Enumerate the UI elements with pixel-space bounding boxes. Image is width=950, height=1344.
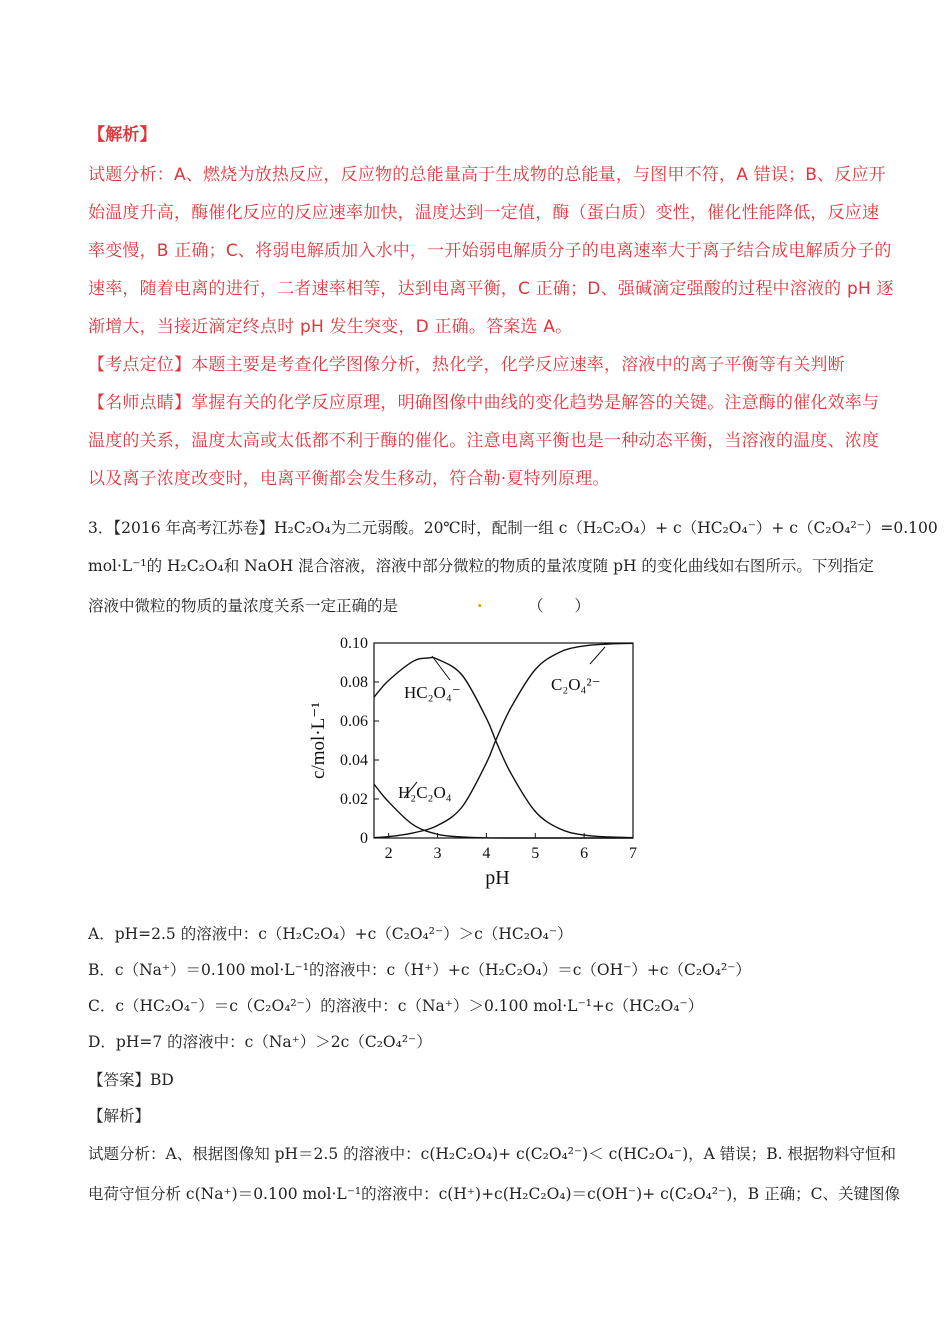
x-tick-label: 5 [531, 845, 540, 862]
c2o4-curve [374, 643, 633, 837]
y-axis-label: c/mol·L⁻¹ [308, 702, 329, 779]
mingshi-dianjing: 以及离子浓度改变时，电离平衡都会发生移动，符合勒·夏特列原理。 [88, 469, 610, 489]
concentration-chart [300, 620, 660, 890]
mingshi-dianjing: 【名师点睛】掌握有关的化学反应原理，明确图像中曲线的变化趋势是解答的关键。注意酶的催化效率与 [88, 393, 880, 413]
analysis-heading: 【解析】 [88, 125, 157, 145]
analysis-line: 率变慢，B 正确；C、将弱电解质加入水中，一开始弱电解质分子的电离速率大于离子结合成电解质分子的 [88, 241, 892, 261]
plot-frame [374, 643, 633, 838]
x-axis-label: pH [485, 867, 510, 889]
option-d: D．pH=7 的溶液中：c（Na⁺）＞2c（C₂O₄²⁻） [88, 1033, 432, 1051]
option-b: B．c（Na⁺）＝0.100 mol·L⁻¹的溶液中：c（H⁺）+c（H₂C₂O₄）＝c（OH⁻）+c（C₂O₄²⁻） [88, 961, 751, 979]
question-line: mol·L⁻¹的 H₂C₂O₄和 NaOH 混合溶液，溶液中部分微粒的物质的量浓度随 pH 的变化曲线如右图所示。下列指定 [88, 557, 874, 575]
hc2o4-label: HC₂O₄⁻ [404, 683, 461, 702]
leader-line [590, 647, 605, 664]
leader-line [432, 656, 450, 680]
question-line: 3．【2016 年高考江苏卷】H₂C₂O₄为二元弱酸。20℃时，配制一组 c（H₂C₂O₄）+ c（HC₂O₄⁻）+ c（C₂O₄²⁻）=0.100 [88, 519, 938, 537]
x-tick-label: 3 [433, 845, 442, 862]
y-tick-label: 0.06 [340, 713, 368, 730]
y-tick-label: 0.04 [340, 752, 368, 769]
y-tick-label: 0.10 [340, 635, 368, 652]
h2c2o4-label: H₂C₂O₄ [398, 783, 452, 802]
y-tick-label: 0.08 [340, 674, 368, 691]
analysis2-line: 电荷守恒分析 c(Na⁺)＝0.100 mol·L⁻¹的溶液中：c(H⁺)+c(H₂C₂O₄)＝c(OH⁻)+ c(C₂O₄²⁻)，B 正确；C、关键图像 [88, 1185, 900, 1203]
analysis2-line: 试题分析：A、根据图像知 pH＝2.5 的溶液中：c(H₂C₂O₄)+ c(C₂O₄²⁻)＜ c(HC₂O₄⁻)，A 错误；B. 根据物料守恒和 [88, 1145, 896, 1163]
analysis-line: 速率，随着电离的进行，二者速率相等，达到电离平衡，C 正确；D、强碱滴定强酸的过程中溶液的 pH 逐 [88, 279, 894, 299]
answer-paren: （ ） [528, 597, 591, 615]
c2o4-label: C₂O₄²⁻ [551, 675, 601, 694]
analysis-line: 始温度升高，酶催化反应的反应速率加快，温度达到一定值，酶（蛋白质）变性，催化性能降低，反应速 [88, 203, 880, 223]
dot-mark: . [477, 592, 483, 611]
kaodian-dingwei: 【考点定位】本题主要是考查化学图像分析，热化学，化学反应速率，溶液中的离子平衡等有关判断 [88, 355, 845, 375]
answer: 【答案】BD [88, 1071, 174, 1089]
analysis-line: 渐增大，当接近滴定终点时 pH 发生突变，D 正确。答案选 A。 [88, 317, 573, 337]
analysis2-heading: 【解析】 [88, 1107, 151, 1125]
x-tick-label: 6 [580, 845, 589, 862]
analysis-line: 试题分析：A、燃烧为放热反应，反应物的总能量高于生成物的总能量，与图甲不符，A 错误；B、反应开 [88, 165, 886, 185]
y-tick-label: 0.02 [340, 791, 368, 808]
x-tick-label: 2 [384, 845, 393, 862]
mingshi-dianjing: 温度的关系，温度太高或太低都不利于酶的催化。注意电离平衡也是一种动态平衡，当溶液的温度、浓度 [88, 431, 880, 451]
option-c: C．c（HC₂O₄⁻）＝c（C₂O₄²⁻）的溶液中：c（Na⁺）＞0.100 mol·L⁻¹+c（HC₂O₄⁻） [88, 997, 704, 1015]
question-line: 溶液中微粒的物质的量浓度关系一定正确的是 [88, 597, 399, 615]
x-tick-label: 4 [482, 845, 491, 862]
y-tick-label: 0 [360, 830, 368, 847]
x-tick-label: 7 [629, 845, 637, 862]
option-a: A．pH=2.5 的溶液中：c（H₂C₂O₄）+c（C₂O₄²⁻）＞c（HC₂O₄⁻） [88, 925, 573, 943]
